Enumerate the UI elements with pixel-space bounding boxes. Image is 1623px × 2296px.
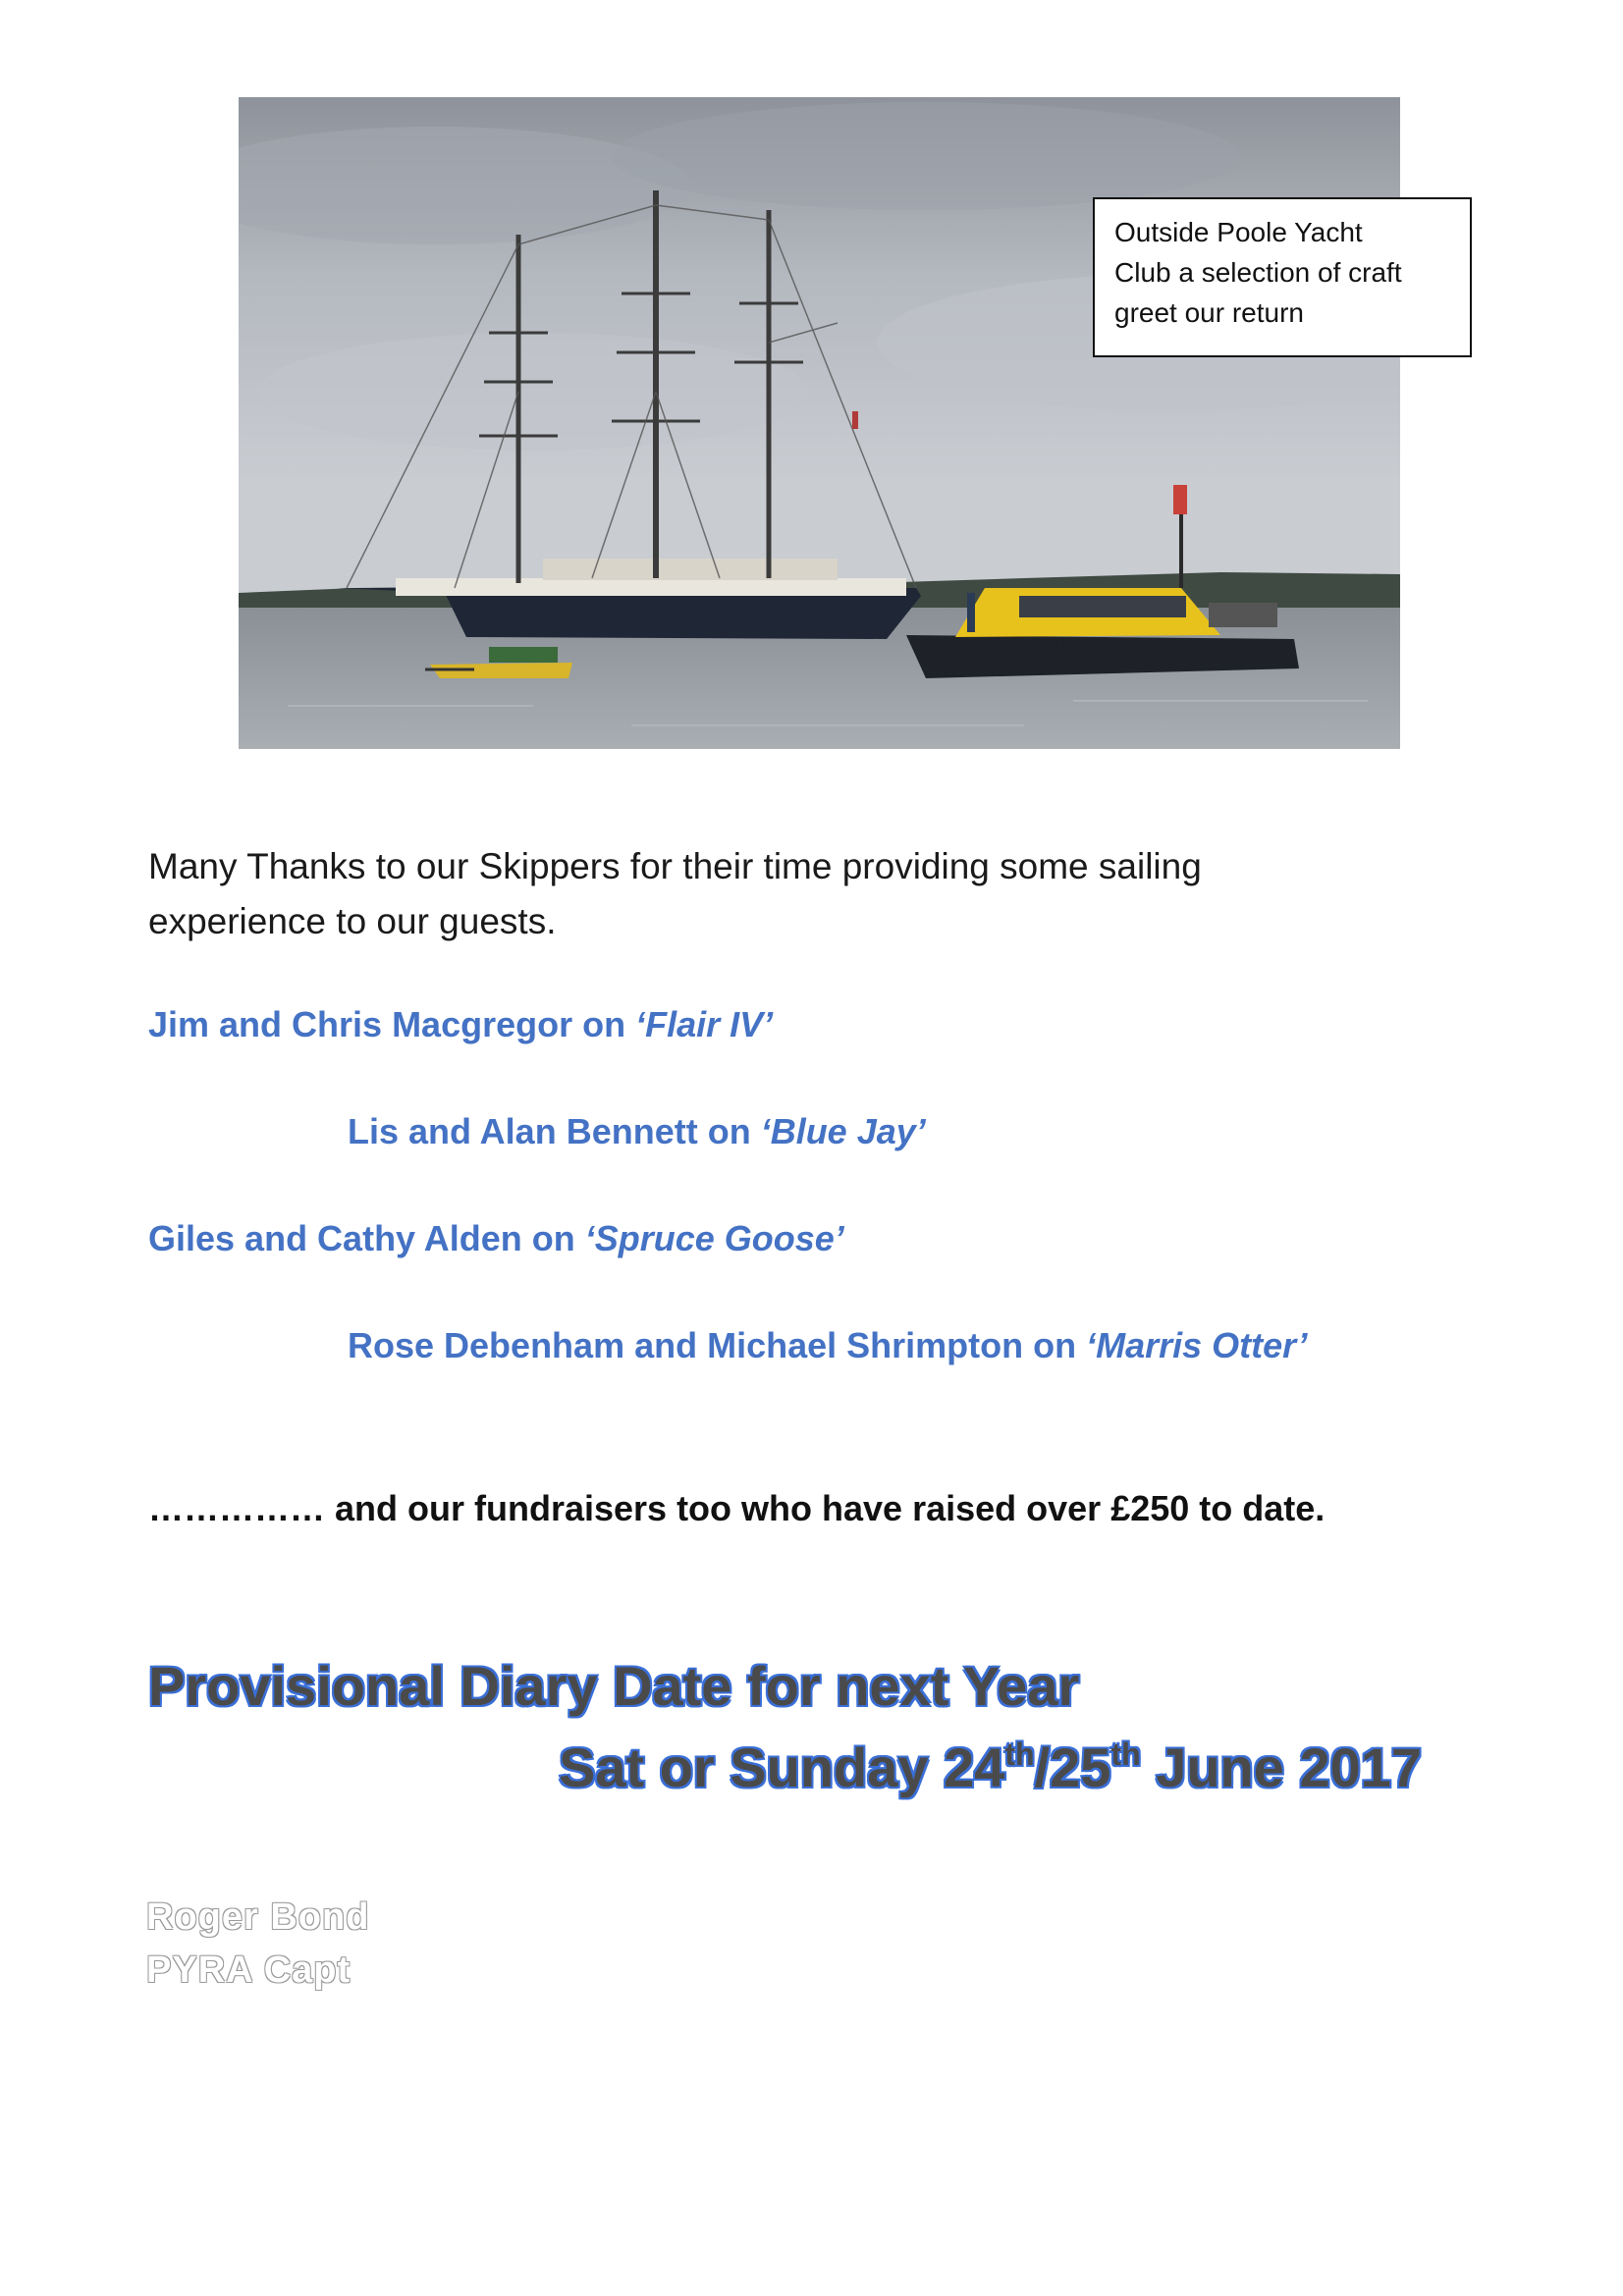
fundraisers-line: …………… and our fundraisers too who have raised over £250 to date. <box>148 1488 1325 1528</box>
date-mid: /25 <box>1034 1736 1111 1798</box>
photo-caption-box <box>1093 197 1472 357</box>
boat-name: ‘Spruce Goose’ <box>584 1218 844 1258</box>
skipper-entry <box>148 1218 844 1259</box>
skipper-entry <box>348 1325 1308 1366</box>
thanks-line: experience to our guests. <box>148 901 557 941</box>
skipper-names: Jim and Chris Macgregor on <box>148 1004 636 1044</box>
harbour-photo <box>239 97 1400 749</box>
caption-line: Outside Poole Yacht <box>1114 217 1363 247</box>
date-prefix: Sat or Sunday 24 <box>559 1736 1005 1798</box>
diary-title: Provisional Diary Date for next Year <box>148 1655 1080 1717</box>
signature-name: Roger Bond <box>146 1896 370 1938</box>
svg-text:PILOTS: PILOTS <box>1046 634 1110 654</box>
date-suffix: June 2017 <box>1140 1736 1423 1798</box>
thanks-line: Many Thanks to our Skippers for their time providing some sailing <box>148 846 1202 886</box>
skipper-names: Rose Debenham and Michael Shrimpton on <box>348 1325 1087 1365</box>
tall-ship-photo-graphic <box>239 97 1400 749</box>
thanks-paragraph <box>148 839 1425 949</box>
caption-line: Club a selection of craft <box>1114 257 1402 288</box>
skipper-entry <box>148 1004 773 1045</box>
date-ordinal: th <box>1110 1736 1141 1772</box>
signature-role: PYRA Capt <box>146 1949 352 1991</box>
date-ordinal: th <box>1004 1736 1035 1772</box>
skipper-names: Giles and Cathy Alden on <box>148 1218 585 1258</box>
boat-name: ‘Flair IV’ <box>635 1004 774 1044</box>
boat-name: ‘Blue Jay’ <box>760 1111 926 1151</box>
boat-name: ‘Marris Otter’ <box>1086 1325 1308 1365</box>
caption-line: greet our return <box>1114 297 1304 328</box>
skipper-entry <box>348 1111 926 1152</box>
diary-date <box>559 1735 1422 1799</box>
skipper-names: Lis and Alan Bennett on <box>348 1111 761 1151</box>
